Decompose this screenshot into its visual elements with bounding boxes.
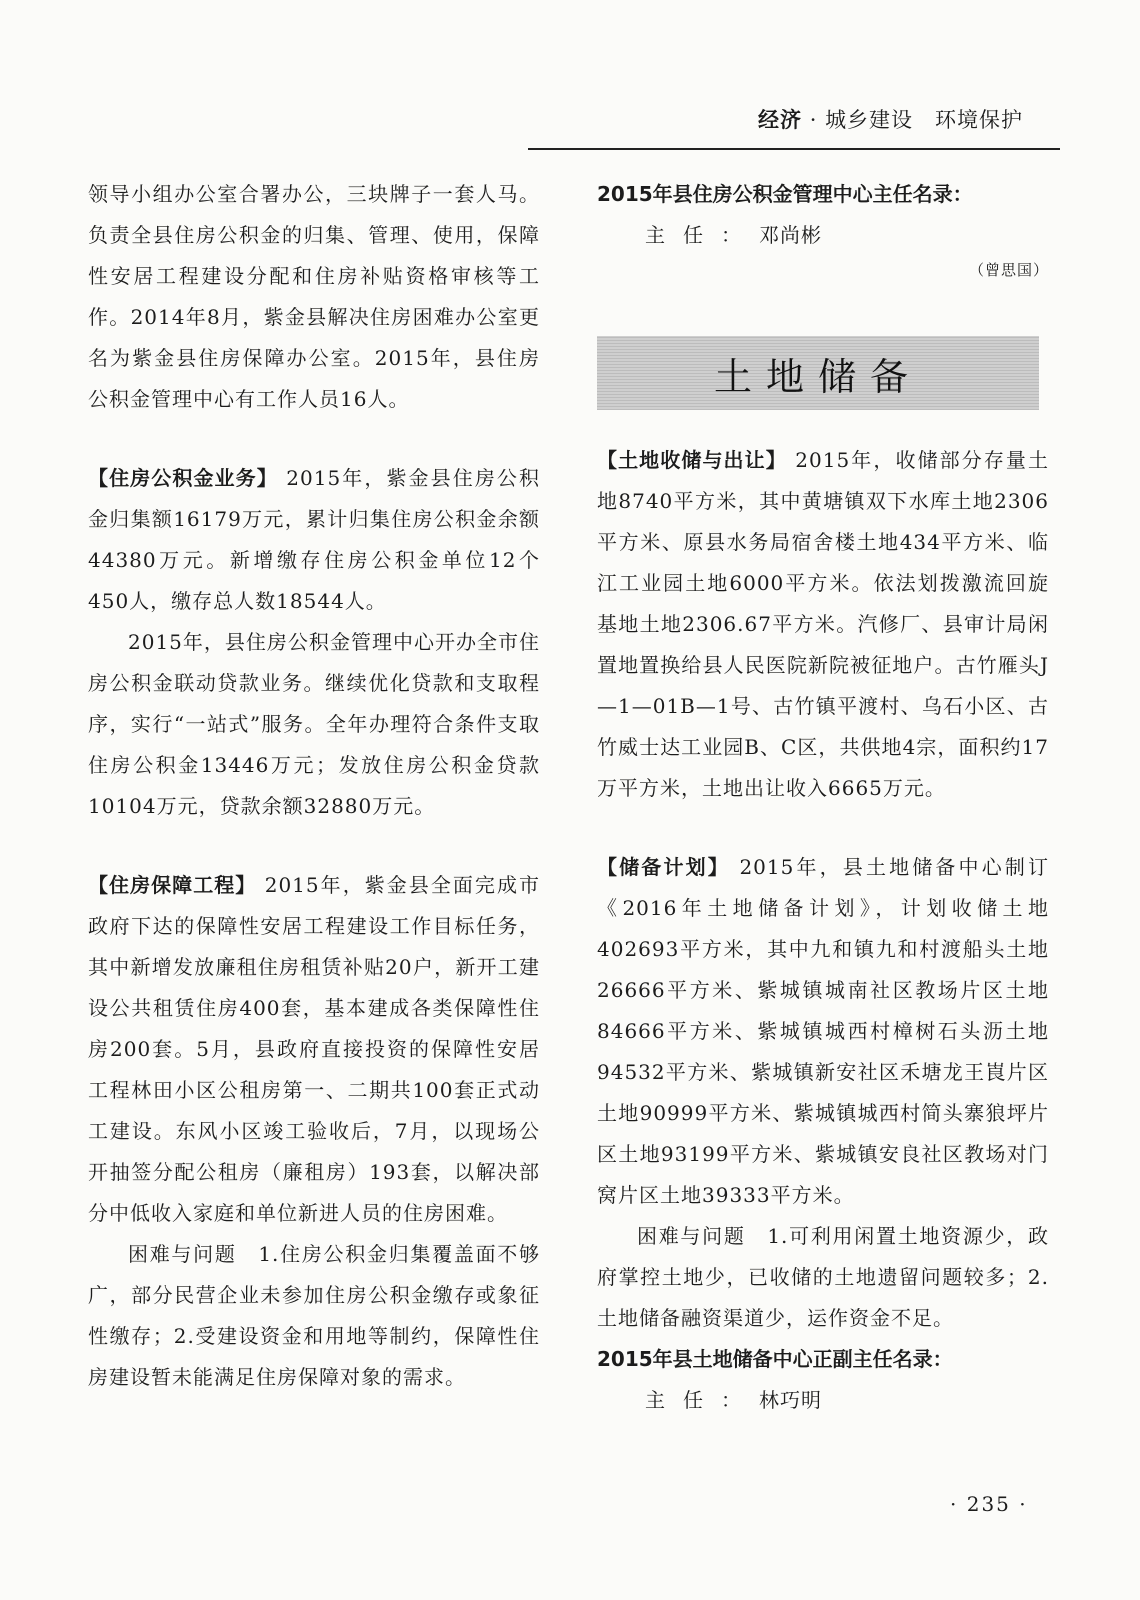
land-problems-label: 困难与问题 (637, 1224, 746, 1248)
header-separator: · (809, 108, 818, 132)
fund-roster-entry (597, 215, 1049, 256)
running-header (758, 104, 1038, 134)
land-paragraph (597, 440, 1049, 809)
right-column (597, 174, 1049, 1421)
land-roster-title-text: 2015年县土地储备中心正副主任名录： (597, 1347, 953, 1371)
header-subsection: 城乡建设 环境保护 (825, 108, 1024, 132)
fund-roster-title (597, 174, 1049, 215)
author-credit: （曾思国） (968, 261, 1049, 279)
land-roster-role: 主任： (645, 1388, 759, 1412)
header-section: 经济 (758, 107, 802, 132)
housing-problems-text: 1.住房公积金归集覆盖面不够广，部分民营企业未参加住房公积金缴存或象征性缴存；2.受建设资金和用地等制约，保障性住房建设暂未能满足住房保障对象的需求。 (88, 1242, 540, 1389)
housing-text: 2015年，紫金县全面完成市政府下达的保障性安居工程建设工作目标任务，其中新增发放廉租住房租赁补贴20户，新开工建设公共租赁住房400套，基本建成各类保障性住房200套。5月，县政府直接投资的保障性安居工程林田小区公租房第一、二期共100套正式动工建设。东风小区竣工验收后，7月，以现场公开抽签分配公租房（廉租房）193套，以解决部分中低收入家庭和单位新进人员的住房困难。 (88, 873, 541, 1225)
plan-text: 2015年，县土地储备中心制订《2016年土地储备计划》，计划收储土地402693平方米，其中九和镇九和村渡船头土地26666平方米、紫城镇城南社区教场片区土地84666平方米、紫城镇城西村樟树石头沥土地94532平方米、紫城镇新安社区禾塘龙王崀片区土地90999平方米、紫城镇城西村简头寨狼坪片区土地93199平方米、紫城镇安良社区教场对门窝片区土地39333平方米。 (597, 855, 1050, 1207)
housing-paragraph (88, 865, 540, 1234)
land-text: 2015年，收储部分存量土地8740平方米，其中黄塘镇双下水库土地2306平方米、原县水务局宿舍楼土地434平方米、临江工业园土地6000平方米。依法划拨激流回旋基地土地2306.67平方米。汽修厂、县审计局闲置地置换给县人民医院新院被征地户。古竹雁头J—1—01B—1号、古竹镇平渡村、乌石小区、古竹威士达工业园B、C区，共供地4宗，面积约17万平方米，土地出让收入6665万元。 (597, 448, 1050, 800)
intro-paragraph: 领导小组办公室合署办公，三块牌子一套人马。负责全县住房公积金的归集、管理、使用，保障性安居工程建设分配和住房补贴资格审核等工作。2014年8月，紫金县解决住房困难办公室更名为紫金县住房保障办公室。2015年，县住房公积金管理中心有工作人员16人。 (88, 182, 540, 411)
fund-roster-role: 主任： (645, 223, 759, 247)
land-label: 【土地收储与出让】 (597, 448, 787, 472)
land-roster-entry (597, 1380, 1049, 1421)
fund-roster-title-text: 2015年县住房公积金管理中心主任名录： (597, 182, 973, 206)
left-column (88, 174, 540, 1398)
fund-loan-paragraph: 2015年，县住房公积金管理中心开办全市住房公积金联动贷款业务。继续优化贷款和支取程序，实行“一站式”服务。全年办理符合条件支取住房公积金13446万元；发放住房公积金贷款10104万元，贷款余额32880万元。 (88, 630, 540, 818)
section-banner (597, 336, 1039, 410)
fund-roster-name: 邓尚彬 (759, 223, 822, 247)
land-roster-name: 林巧明 (759, 1388, 822, 1412)
land-roster-title (597, 1339, 1049, 1380)
housing-problems-paragraph (88, 1234, 540, 1398)
land-problems-text: 1.可利用闲置土地资源少，政府掌控土地少，已收储的土地遗留问题较多；2.土地储备融资渠道少，运作资金不足。 (597, 1224, 1049, 1330)
fund-text: 2015年，紫金县住房公积金归集额16179万元，累计归集住房公积金余额44380万元。新增缴存住房公积金单位12个450人，缴存总人数18544人。 (88, 466, 541, 613)
page-number: · 235 · (950, 1492, 1028, 1516)
housing-label: 【住房保障工程】 (88, 873, 257, 897)
section-banner-title: 土地储备 (713, 354, 922, 399)
housing-problems-label: 困难与问题 (128, 1242, 237, 1266)
header-rule (528, 148, 1060, 150)
land-problems-paragraph (597, 1216, 1049, 1339)
plan-paragraph (597, 847, 1049, 1216)
fund-label: 【住房公积金业务】 (88, 466, 278, 490)
fund-paragraph (88, 458, 540, 622)
plan-label: 【储备计划】 (597, 855, 730, 879)
